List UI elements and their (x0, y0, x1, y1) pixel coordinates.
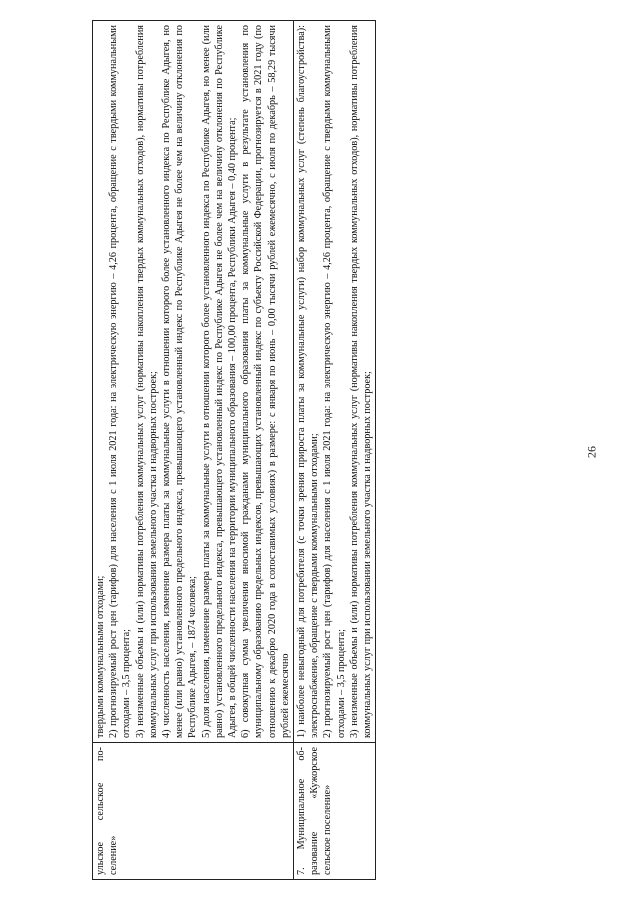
tariff-table (92, 20, 376, 880)
municipality-cell: ульское сельское по-селение» (93, 743, 294, 880)
indicator-paragraph: 2) прогнозируемый рост цен (тарифов) для населения с 1 июля 2021 года: на электрическую энергию – 4,26 процента, обращение с твердыми коммунальными отходами – 3,5 процента; (108, 25, 133, 738)
indicator-paragraph: твердыми коммунальными отходами; (95, 575, 106, 738)
rotated-table-page (92, 20, 562, 880)
indicator-paragraph: 6) совокупная сумма увеличения вносимой гражданами муниципального образования платы за коммунальные услуги в результате установления по муниципальному образованию предельных индексов, превышающих установленный индекс по субъекту Российской Федерации, прогнозируется в 2021 году (по отношению к декабрю 2020 года в сопоставимых условиях) в размере: с января по июнь – 0,00 тысячи рублей ежемесячно, с июля по декабрь – 58,29 тысячи рублей ежемесячно (240, 25, 291, 738)
indicators-cell (294, 21, 376, 743)
municipality-cell: 7. Муниципальное об-разование «Кужорское сельское поселение» (294, 743, 376, 880)
indicator-paragraph: 5) доля населения, изменение размера платы за коммунальные услуги в отношении которого более установленного индекса по Республике Адыгея, но менее (или равно) установленного предельного индекса, превышающего установленный индекс по Республике Адыгея не более чем на величину отклонения по Республике Адыгея, в общей численности населения на территории муниципального образования – 100,00 процента, Республики Адыгея – 0,40 процента; (200, 25, 239, 738)
indicator-paragraph: 3) неизменные объемы и (или) нормативы потребления коммунальных услуг (нормативы накопления твердых коммунальных отходов), нормативы потребления коммунальных услуг при использовании земельного участка и надворных построек; (134, 25, 159, 738)
indicator-paragraph: 1) наиболее невыгодный для потребителя (с точки зрения прироста платы за коммунальные услуги) набор коммунальных услуг (степень благоустройства): электроснабжение, обращение с твердыми коммунальными отходами; (296, 25, 321, 738)
indicator-paragraph: 2) прогнозируемый рост цен (тарифов) для населения с 1 июля 2021 года: на электрическую энергию – 4,26 процента, обращение с твердыми коммунальными отходами – 3,5 процента; (322, 25, 347, 738)
table-row (294, 21, 376, 880)
indicator-paragraph: 3) неизменные объемы и (или) нормативы потребления коммунальных услуг (нормативы накопления твердых коммунальных отходов), нормативы потребления коммунальных услуг при использовании земельного участка и надворных построек; (348, 25, 374, 738)
indicators-cell (93, 21, 294, 743)
table-body (93, 21, 376, 880)
page-number: 26 (584, 446, 599, 458)
indicator-paragraph: 4) численность населения, изменение размера платы за коммунальные услуги в отношении которого более установленного индекса по Республике Адыгея, но менее (или равно) установленного предельного индекса, превышающего установленный индекс по Республике Адыгея не более чем на величину отклонения по Республике Адыгея, – 1874 человека; (161, 25, 199, 738)
table-row (93, 21, 294, 880)
